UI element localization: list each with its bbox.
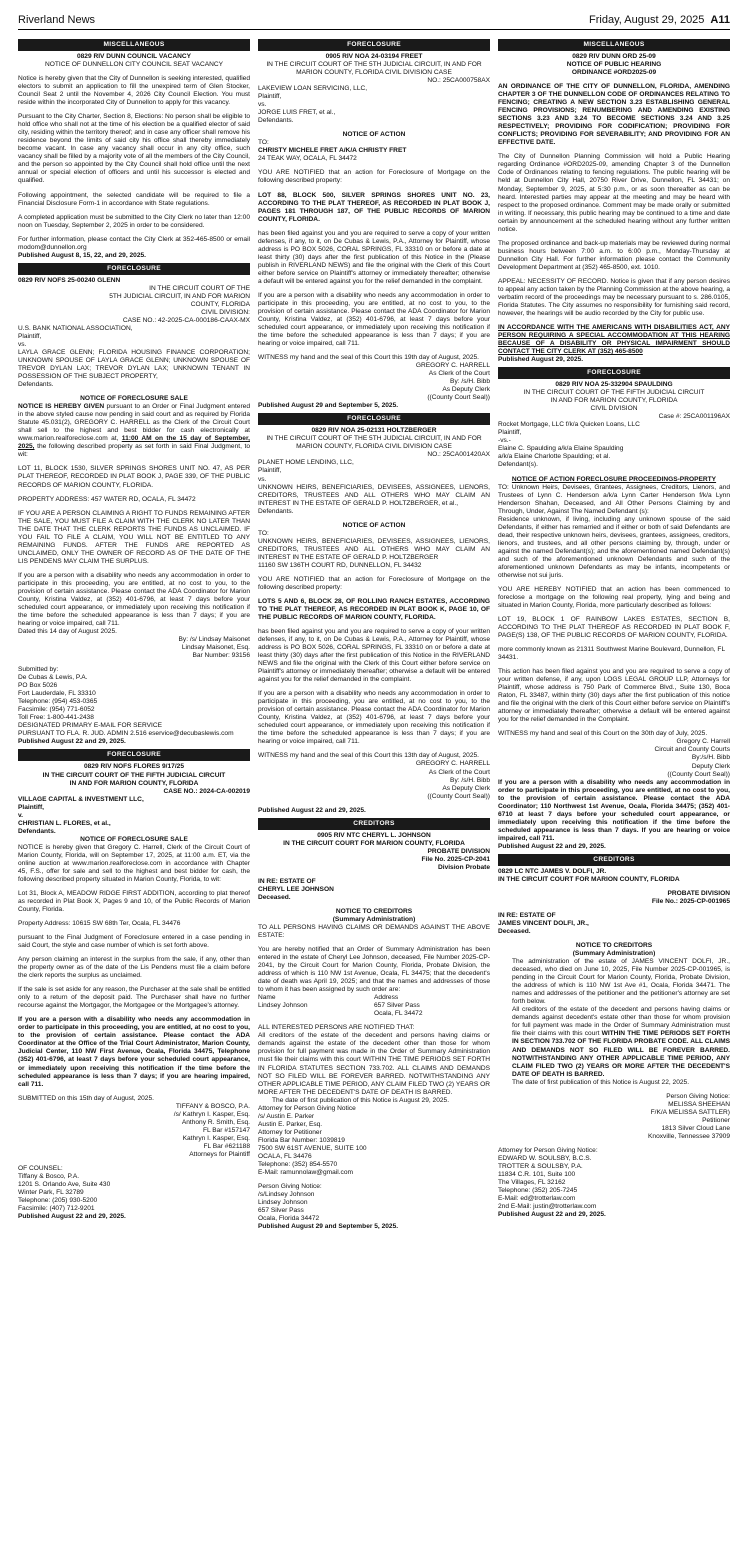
notice-paragraph: This action has been filed against you and you are required to serve a copy of your written defense, if any, upon LOGS LEGAL GROUP LLP, Attorneys for Plaintiff, whose address is 750 Park of Commerce Blvd., Suite 130, Boca Raton, FL 33487, within thirty (30) days after the first publication of this notice and file the original with the clerk of this Court either before service on Plaintiff's attorney or immediately thereafter; otherwise a default will be entered against you for the relief demanded in the Complaint. xyxy=(498,668,730,724)
section-header: CREDITORS xyxy=(498,854,730,866)
first-publication: The date of first publication of this Notice is August 29, 2025. xyxy=(272,1096,450,1104)
plaintiff: Rocket Mortgage, LLC f/k/a Quicken Loans, LLC Plaintiff, xyxy=(498,421,640,437)
division-label: Division Probate xyxy=(437,863,490,871)
legal-description: LOT 19, BLOCK 1 OF RAINBOW LAKES ESTATES, SECTION B, ACCORDING TO THE PLAT THEREOF AS RECORDED IN PLAT BOOK F, PAGE(S) 138, OF THE PUBLIC RECORDS OF MARION COUNTY, FLORIDA. xyxy=(498,616,730,640)
appeal-paragraph: APPEAL: NECESSITY OF RECORD. Notice is given that if any person desires to appeal any action taken by the Planning Commission at the above hearing, a verbatim record of the proceedings may be necessary pursuant to s. 286.0105, Florida Statutes. The City assumes no responsibility for furnishing said record, however, the hearings will be audio recorded by the City for public use. xyxy=(498,277,730,317)
published-line: Published August 29, 2025. xyxy=(498,356,584,364)
paper-name: Riverland News xyxy=(18,13,96,26)
case-number: NO.: 25CA001420AX xyxy=(427,451,490,459)
property-address: more commonly known as 21311 Southwest Marine Boulevard, Dunnellon, FL 34431. xyxy=(498,646,725,662)
published-line: Published August 29 and September 5, 2025. xyxy=(258,1223,399,1231)
notice-paragraph: The administration of the estate of JAMES VINCENT DOLFI, JR., deceased, who died on June 10, 2025, File Number 2025-CP-001965, is pending in the Circuit Court for Marion County, Florida, Probate Division, the address of which is 110 NW 1st Ave #1, Ocala, Florida 34471. The names and addresses of the petitioner and the petitioner's attorney are set forth below. xyxy=(512,958,730,1006)
to-address: 24 TEAK WAY, OCALA, FL 34472 xyxy=(258,155,357,163)
versus: vs. xyxy=(258,475,267,483)
court-caption: IN THE CIRCUIT COURT OF THE FIFTH JUDICIAL CIRCUIT IN AND FOR MARION COUNTY, FLORIDA xyxy=(42,771,226,787)
notice-paragraph: YOU ARE NOTIFIED that an action for Foreclosure of Mortgage on the following described property: xyxy=(258,575,490,591)
notice-paragraph: All creditors of the estate of the decedent and persons having claims or demands against decedent's estate other than those for whom provision for full payment was made in the Order of Summary Administration must file their claims with this court WITHIN THE TIME PERIODS SET FORTH IN SECTION 733.702 OF THE FLORIDA PROBATE CODE. ALL CLAIMS AND DEMANDS NOT SO FILED WILL BE FOREVER BARRED. NOTWITHSTANDING ANY OTHER APPLICABLE TIME PERIOD, ANY CLAIM FILED TWO (2) YEARS OR MORE AFTER THE DECEDENT'S DATE OF DEATH IS BARRED. xyxy=(512,1006,730,1078)
notice-paragraph: NOTICE IS HEREBY GIVEN pursuant to an Order or Final Judgment entered in the above styled cause now pending in said court and as required by Florida Statute 45.031(2), GREGORY C. HARRELL as the Clerk of the Circuit Court shall sell to the highest and best bidder for cash electronically at www.marion.realforeclose.com at, 11:00 AM on the 15 day of September, 2025, the following described property as set forth in said Final Judgment, to wit: xyxy=(18,403,250,459)
file-number: File No.: 2025-CP-001965 xyxy=(651,897,730,905)
assignee-table-row: Lindsey Johnson 657 Silver Pass Ocala, FL 34472 xyxy=(258,1002,423,1018)
legal-description: LOTS 5 AND 6, BLOCK 28, OF ROLLING RANCH ESTATES, ACCORDING TO THE PLAT THEREOF, AS RECORDED IN PLAT BOOK K, PAGE 10, OF THE PUBLIC RECORDS OF MARION COUNTY, FLORIDA. xyxy=(258,597,490,621)
defendants: JORGE LUIS FRET, et al., Defendants. xyxy=(258,109,336,125)
published-line: Published August 22 and 29, 2025. xyxy=(498,842,606,850)
notice-subtitle: (Summary Administration) xyxy=(332,915,416,923)
notice-title: NOTICE OF ACTION xyxy=(342,521,406,529)
notice-paragraph: The proposed ordinance and back-up materials may be reviewed during normal business hours between 7:00 a.m. to 6:00 p.m., Monday-Thursday at Dunnellon City Hall. For further information please contact the Community Development Department at (352) 465-8500, ext. 1010. xyxy=(498,239,730,271)
notice-case: 0905 RIV NOA 24-03194 FREET xyxy=(325,53,423,61)
section-header: MISCELLANEOUS xyxy=(498,39,730,51)
notice-paragraph: pursuant to the Final Judgment of Foreclosure entered in a case pending in said Court, the style and case number of which is set forth above. xyxy=(18,934,250,950)
notice-paragraph: TO: Unknown Heirs, Devisees, Grantees, Assignees, Creditors, Lienors, and Trustees of Lynn C. Henderson a/k/a Lynn Carter Henderson f/k/a Lynn Henderson Shahan, Deceased, and All Other Persons Claiming by and Through, Under, Against The Named Defendant (s): xyxy=(498,483,730,515)
notice-paragraph: If the sale is set aside for any reason, the Purchaser at the sale shall be entitled only to a return of the deposit paid. The Purchaser shall have no further recourse against the Mortgagor, the Mortgagee or the Mortgagee's attorney. xyxy=(18,986,250,1010)
notice-paragraph: ALL INTERESTED PERSONS ARE NOTIFIED THAT: xyxy=(258,1024,415,1032)
signature-block: By: /s/ Lindsay Maisonet Lindsay Maisonet, Esq. Bar Number: 93156 xyxy=(178,636,250,660)
legal-description: Lot 31, Block A, MEADOW RIDGE FIRST ADDITION, according to plat thereof as recorded in Plat Book X, Pages 9 and 10, of the Public Records of Marion County, Florida. xyxy=(18,889,250,913)
published-line: Published August 29 and September 5, 2025. xyxy=(258,402,399,410)
submitted-by: Submitted by: De Cubas & Lewis, P.A. PO Box 5026 Fort Lauderdale, FL 33310 Telephone: (954) 453-0365 Facsimile: (954) 771-6052 Toll Free: 1-800-441-2438 DESIGNATED PRIMARY E-MAIL FOR SERVICE PURSUANT TO FLA. R. JUD. ADMIN 2.516 eservice@decubaslewis.com xyxy=(18,666,234,738)
column-1 xyxy=(18,36,250,1542)
notice-paragraph: Any person claiming an interest in the surplus from the sale, if any, other than the property owner as of the date of the Lis Pendens must file a claim before the clerk reports the surplus as unclaimed. xyxy=(18,956,250,980)
published-line: Published August 22 and 29, 2025. xyxy=(18,1213,126,1221)
section-header: MISCELLANEOUS xyxy=(18,39,250,51)
notice-title: NOTICE OF ACTION FORECLOSURE PROCEEDINGS-PROPERTY xyxy=(511,475,717,483)
signature-block: Gregory C. Harrell Circuit and County Courts By:/s/H. Bibb Deputy Clerk ((County Court Seal)) xyxy=(654,738,730,778)
ada-paragraph: If you are a person with a disability who needs any accommodation in order to participate in this proceeding, you are entitled, at no cost to you, to the provision of certain assistance. Please contact the ADA Coordinator; 110 Northwest 1st Avenue, Ocala, Florida 34475; (352) 401-6710 at least 7 days before your scheduled court appearance, or immediately upon receiving this notification if the time before the scheduled appearance is less than 7 days. If you are hearing or voice impaired, call 711. xyxy=(498,778,730,842)
ada-paragraph: IN ACCORDANCE WITH THE AMERICANS WITH DISABILITIES ACT, ANY PERSON REQUIRING A SPECIAL ACCOMMODATION AT THIS HEARING BECAUSE OF A DISABILITY OR PHYSICAL IMPAIRMENT SHOULD CONTACT THE CITY CLERK AT (352) 465-8500 xyxy=(498,323,730,356)
to-name: UNKNOWN HEIRS, BENEFICIARIES, DEVISEES, ASSIGNEES, LIENORS, CREDITORS, TRUSTEES AND ALL OTHERS WHO MAY CLAIM AN INTEREST IN THE ESTATE OF GERALD P. HOLTZBERGER xyxy=(258,537,490,561)
notice-title: NOTICE OF DUNNELLON CITY COUNCIL SEAT VACANCY xyxy=(44,61,224,69)
witness-line: WITNESS my hand and the seal of this Court this 13th day of August, 2025. xyxy=(258,752,480,760)
witness-line: WITNESS my hand and the seal of this Court this 19th day of August, 2025. xyxy=(258,354,480,362)
notice-paragraph: If you are a person with a disability who needs any accommodation in order to participate in this proceeding, you are entitled, at no cost to you, to the provision of certain assistance. Please contact the ADA Coordinator for Marion County, Kristina Valdez, at (352) 401-6796, at least 7 days before your scheduled court appearance, or immediately upon receiving this notification if the time before the scheduled appearance is less than 7 days; if you are hearing or voice impaired, call 711. xyxy=(18,571,250,627)
to-label: TO: xyxy=(258,529,269,537)
section-header: FORECLOSURE xyxy=(498,367,730,379)
date-text: Friday, August 29, 2025 xyxy=(589,13,705,26)
property-address: Property Address: 10615 SW 68th Ter, Ocala, FL 34476 xyxy=(18,920,181,928)
notice-paragraph: has been filed against you and you are required to serve a copy of your written defenses, if any, to it, on De Cubas & Lewis, P.A., Attorney for Plaintiff, whose address is PO BOX 5026, CORAL SPRINGS, FL 33310 on or before a date at least thirty (30) days after the first publication of this Notice in the (Please publish in RIVERLAND NEWS) and file the original with the Clerk of this Court either before service on Plaintiff's attorney or immediately thereafter; otherwise a default will be entered against you for the relief demanded in the complaint. xyxy=(258,229,490,285)
defendants: CHRISTIAN L. FLORES, et al., Defendants. xyxy=(18,819,111,835)
ordinance-number: ORDINANCE #ORD2025-09 xyxy=(571,69,657,77)
notice-case: 0829 RIV NOFS FLORES 9/17/25 xyxy=(83,763,185,771)
estate-caption: IN RE: ESTATE OF CHERYL LEE JOHNSON Deceased. xyxy=(258,877,334,901)
section-header: FORECLOSURE xyxy=(18,263,250,275)
court-caption: IN THE CIRCUIT COURT OF THE 5TH JUDICIAL CIRCUIT, IN AND FOR MARION COUNTY, FLORIDA CIVIL DIVISION: CASE NO.: 42-2025-CA-000186-CAAX-MX xyxy=(109,284,250,324)
notice-case: 0829 LC NTC JAMES V. DOLFI, JR. xyxy=(498,867,607,875)
notice-paragraph: Residence unknown, if living, including any unknown spouse of the said Defendants, if either has remarried and if either or both of said Defendants are dead, their respective unknown heirs, devisees, grantees, assignees, creditors, lienors, and trustees, and all other persons claiming by, through, under or against the named Defendant(s); and the aforementioned named Defendant(s) and such of the aforementioned unknown Defendants and such of the aforementioned unknown Defendants as may be infants, incompetents or otherwise not sui juris. xyxy=(498,515,730,579)
published-line: Published August 8, 15, 22, and 29, 2025. xyxy=(18,251,147,259)
notice-case: 0829 RIV DUNN COUNCIL VACANCY xyxy=(76,53,192,61)
file-number: File No. 2025-CP-2041 xyxy=(421,855,490,863)
dated-line: Dated this 14 day of August 2025. xyxy=(18,628,117,635)
plaintiff: VILLAGE CAPITAL & INVESTMENT LLC, Plaintiff, xyxy=(18,795,144,811)
notice-paragraph: Pursuant to the City Charter, Section 8, Elections: No person shall be eligible to hold office who shall not at the time of his election be a qualified elector of said city, residing within the territory thereof; and in case any officer shall remove his residence beyond the limits of said city his office shall thereby immediately become vacant. In case any vacancy shall occur in any city office, such vacancy shall be filled by a majority vote of all the members of the City Council, and the person so appointed by the City Council shall hold office until the next annual or special election of officers and until his successor is elected and qualified. xyxy=(18,113,250,185)
section-header: CREDITORS xyxy=(258,818,490,830)
published-line: Published August 22 and 29, 2025. xyxy=(18,738,126,746)
column-3 xyxy=(498,36,730,1542)
first-publication: The date of first publication of this Notice is August 22, 2025. xyxy=(512,1078,690,1086)
published-line: Published August 22 and 29, 2025. xyxy=(498,1211,606,1219)
notice-paragraph: Following appointment, the selected candidate will be required to file a Financial Disclosure Form-1 in accordance with State regulations. xyxy=(18,191,250,207)
ordinance-title: AN ORDINANCE OF THE CITY OF DUNNELLON, FLORIDA, AMENDING CHAPTER 3 OF THE DUNNELLON CODE OF ORDINANCES RELATING TO FENCING; CREATING A NEW SECTION 3.23 ESTABLISHING GENERAL FENCING PROVISIONS; RENUMBERING AND AMENDING EXISTING SECTIONS 3.23 AND 3.24 TO BECOME SECTIONS 3.24 AND 3.25 RESPECTIVELY; PROVIDING FOR CODIFICATION; PROVIDING FOR CONFLICTS; PROVIDING FOR SEVERABILITY; AND PROVIDING FOR AN EFFECTIVE DATE. xyxy=(498,83,730,147)
notice-paragraph: has been filed against you and you are required to serve a copy of your written defenses, if any, to it, on De Cubas & Lewis, P.A., Attorney for Plaintiff, whose address is PO BOX 5026, CORAL SPRINGS, FL 33310 on or before a date at least thirty (30) days after the first publication of this Notice in the RIVERLAND NEWS and file the original with the Clerk of this Court either before service on Plaintiff's attorney or immediately thereafter; otherwise a default will be entered against you for the relief demanded in the complaint. xyxy=(258,628,490,684)
notice-case: 0829 RIV NOA 25-332904 SPAULDING xyxy=(555,381,673,389)
notice-title: NOTICE OF ACTION xyxy=(342,131,406,139)
column-2 xyxy=(258,36,490,1542)
legal-description: LOT 88, BLOCK 500, SILVER SPRINGS SHORES UNIT NO. 23, ACCORDING TO THE PLAT THEREOF, AS RECORDED IN PLAT BOOK J, PAGES 181 THROUGH 187, OF THE PUBLIC RECORDS OF MARION COUNTY, FLORIDA. xyxy=(258,191,490,223)
attorney-block: Attorney for Person Giving Notice /s/ Austin E. Parker Austin E. Parker, Esq. Attorney for Petitioner Florida Bar Number: 1039819 7500 SW 61ST AVENUE, SUITE 100 OCALA, FL 34476 Telephone: (352) 854-5570 E-Mail: ramunnolaw@gmail.com xyxy=(258,1104,367,1176)
notice-subtitle: (Summary Administration) xyxy=(572,950,656,958)
versus: v. xyxy=(18,811,24,819)
notice-paragraph: All creditors of the estate of the decedent and persons having claims or demands against the estate of the decedent other than those for whom provision for full payment was made in the Order of Summary Administration must file their claims with this court WITHIN THE TIME PERIODS SET FORTH IN FLORIDA STATUTES SECTION 733.702. ALL CLAIMS AND DEMANDS NOT SO FILED WILL BE FOREVER BARRED. NOTWITHSTANDING ANY OTHER APPLICABLE TIME PERIOD, ANY CLAIM FILED TWO (2) YEARS OR MORE AFTER THE DECEDENT'S DATE OF DEATH IS BARRED. xyxy=(258,1032,490,1096)
defendants: UNKNOWN HEIRS, BENEFICIARIES, DEVISEES, ASSIGNEES, LIENORS, CREDITORS, TRUSTEES AND ALL OTHERS WHO MAY CLAIM AN INTEREST IN THE ESTATE OF GERALD P. HOLTZBERGER, et al., Defendants. xyxy=(258,483,490,515)
notice-paragraph: The City of Dunnellon Planning Commission will hold a Public Hearing regarding Ordinance #ORD2025-09, amending Chapter 3 of the Dunnellon Code of Ordinances relating to fencing regulations. The public hearing will be held at Dunnellon City Hall, 20750 River Drive, Dunnellon, FL 34431; on Monday, September 9, 2025, at 5:30 p.m., or as soon thereafter as can be heard. Interested parties may appear at the meeting and may be heard with respect to the proposed ordinance. Comment may be made orally or submitted in writing. If necessary, this public hearing may be continued to a time and date certain by announcement at the scheduled hearing without any further written notice. xyxy=(498,153,730,233)
of-counsel: OF COUNSEL: Tiffany & Bosco, P.A. 1201 S. Orlando Ave, Suite 430 Winter Park, FL 32789 Telephone: (205) 930-5200 Facsimile: (407) 712-9201 xyxy=(18,1164,111,1212)
columns xyxy=(18,36,730,1542)
versus: vs. xyxy=(18,341,27,348)
published-line: Published August 22 and 29, 2025. xyxy=(258,806,366,814)
signature-block: GREGORY C. HARRELL As Clerk of the Court By: /s/H. Bibb As Deputy Clerk ((County Court Seal)) xyxy=(415,362,490,402)
versus: vs. xyxy=(258,101,267,109)
section-header: FORECLOSURE xyxy=(18,749,250,761)
notice-case: 0829 RIV NOFS 25-00240 GLENN xyxy=(18,276,121,284)
defendants: Elaine C. Spaulding a/k/a Elaine Spaulding a/k/a Elaine Charlotte Spaulding; et al. Defendant(s). xyxy=(498,445,624,469)
notice-case: 0829 RIV NOA 25-02131 HOLTZBERGER xyxy=(311,427,437,435)
notice-paragraph: IF YOU ARE A PERSON CLAIMING A RIGHT TO FUNDS REMAINING AFTER THE SALE, YOU MUST FILE A CLAIM WITH THE CLERK NO LATER THAN THE DATE THAT THE CLERK REPORTS THE FUNDS AS UNCLAIMED. IF YOU FAIL TO FILE A CLAIM, YOU WILL NOT BE ENTITLED TO ANY REMAINING FUNDS. AFTER THE FUNDS ARE REPORTED AS UNCLAIMED, ONLY THE OWNER OF RECORD AS OF THE DATE OF THE LIS PENDENS MAY CLAIM THE SURPLUS. xyxy=(18,509,250,565)
issue-date xyxy=(589,14,730,27)
case-number: CASE NO.: 2024-CA-002019 xyxy=(163,787,250,795)
court-caption: IN THE CIRCUIT COURT OF THE FIFTH JUDICIAL CIRCUIT IN AND FOR MARION COUNTY, FLORIDA CIVIL DIVISION xyxy=(523,389,705,413)
notice-title: NOTICE TO CREDITORS xyxy=(335,907,413,915)
signature-block: TIFFANY & BOSCO, P.A. /s/ Kathryn I. Kasper, Esq. Anthony R. Smith, Esq. FL Bar #157147 Kathryn I. Kasper, Esq. FL Bar #621188 Attorneys for Plaintiff xyxy=(173,1102,250,1158)
notice-case: 0829 RIV DUNN ORD 25-09 xyxy=(572,53,656,61)
notice-paragraph: A completed application must be submitted to the City Clerk no later than 12:00 noon on Tuesday, September 2, 2025 in order to be considered. xyxy=(18,213,250,229)
submitted-line: SUBMITTED on this 15th day of August, 2025. xyxy=(18,1094,154,1102)
ada-paragraph: If you are a person with a disability who needs any accommodation in order to participate in this proceeding, you are entitled, at no cost to you, to the provision of certain assistance. Please contact the ADA Coordinator for Marion County, Kristina Valdez, at (352) 401-6796, at least 7 days before your scheduled court appearance, or immediately upon receiving this notification if the time before the scheduled appearance is less than 7 days; if you are hearing or voice impaired, call 711. xyxy=(258,690,490,746)
case-number: NO.: 25CA000758AX xyxy=(427,77,490,85)
person-giving-notice: Person Giving Notice: MELISSA SHEEHAN F/K/A MELISSA SATTLER) Petitioner 1813 Silver Cloud Lane Knoxville, Tennessee 37909 xyxy=(648,1092,730,1140)
court-caption: IN THE CIRCUIT COURT FOR MARION COUNTY, FLORIDA xyxy=(498,875,680,883)
notice-title: NOTICE OF FORECLOSURE SALE xyxy=(80,835,188,843)
versus: -vs.- xyxy=(498,437,511,445)
defendants: LAYLA GRACE GLENN; FLORIDA HOUSING FINANCE CORPORATION; UNKNOWN SPOUSE OF LAYLA GRACE GLENN; UNKNOWN SPOUSE OF TREVOR DYLAN LAX; TREVOR DYLAN LAX; UNKNOWN TENANT IN POSSESSION OF THE SUBJECT PROPERTY, Defendants. xyxy=(18,349,250,389)
section-header: FORECLOSURE xyxy=(258,413,490,425)
notice-title: NOTICE OF PUBLIC HEARING xyxy=(566,61,662,69)
notice-paragraph: YOU ARE NOTIFIED that an action for Foreclosure of Mortgage on the following described property: xyxy=(258,169,490,185)
court-caption: IN THE CIRCUIT COURT OF THE 5TH JUDICIAL CIRCUIT, IN AND FOR MARION COUNTY, FLORIDA CIVIL DIVISION CASE xyxy=(266,435,482,451)
assignee-table-header: Name Address xyxy=(258,994,399,1002)
to-name: CHRISTY MICHELE FRET A/K/A CHRISTY FRET xyxy=(258,147,407,155)
person-giving-notice: Person Giving Notice: /s/Lindsey Johnson Lindsey Johnson 657 Silver Pass Ocala, Florida 34472 xyxy=(258,1182,322,1223)
attorney-block: Attorney for Person Giving Notice: EDWARD W. SOULSBY, B.C.S. TROTTER & SOULSBY, P.A. 11834 C.R. 101, Suite 100 The Villages, FL 32162 Telephone: (352) 205-7245 E-Mail: ed@trotterlaw.com 2nd E-Mail: justin@trotterlaw.com xyxy=(498,1146,598,1211)
signature-block: GREGORY C. HARRELL As Clerk of the Court By: /s/H. Bibb As Deputy Clerk ((County Court Seal)) xyxy=(415,760,490,800)
court-caption: IN THE CIRCUIT COURT FOR MARION COUNTY, FLORIDA xyxy=(283,839,465,847)
plaintiff: U.S. BANK NATIONAL ASSOCIATION, Plaintiff, xyxy=(18,324,133,340)
ada-paragraph: If you are a person with a disability who needs any accommodation in order to participate in this proceeding, you are entitled, at no cost to you, to the provision of certain assistance. Please contact the ADA Coordinator for Marion County, Kristina Valdez, at (352) 401-6796, at least 7 days before your scheduled court appearance, or immediately upon receiving this notification if the time before the scheduled appearance is less than 7 days; if you are hearing or voice impaired, call 711. xyxy=(258,291,490,348)
page-number: A11 xyxy=(710,13,730,26)
masthead xyxy=(18,14,730,30)
estate-caption: IN RE: ESTATE OF JAMES VINCENT DOLFI, JR., Deceased. xyxy=(498,912,589,936)
to-label: TO: xyxy=(258,139,269,147)
legal-description: LOT 11, BLOCK 1530, SILVER SPRINGS SHORES UNIT NO. 47, AS PER PLAT THEREOF, RECORDED IN PLAT BOOK J, PAGE 339, OF THE PUBLIC RECORDS OF MARION COUNTY, FLORIDA. xyxy=(18,465,250,489)
to-address: 11160 SW 136TH COURT RD, DUNNELLON, FL 34432 xyxy=(258,561,422,569)
section-header: FORECLOSURE xyxy=(258,39,490,51)
notice-title: NOTICE OF FORECLOSURE SALE xyxy=(80,395,188,403)
notice-paragraph: NOTICE is hereby given that Gregory C. Harrell, Clerk of the Circuit Court of Marion County, Florida, will on September 17, 2025, at 11:00 a.m. ET, via the online auction at www.marion.realforeclose.com in accordance with Chapter 45, F.S., offer for sale and sell to the highest and best bidder for cash, the following described property situated in Marion County, Florida, to wit: xyxy=(18,843,250,883)
to-all-persons: TO ALL PERSONS HAVING CLAIMS OR DEMANDS AGAINST THE ABOVE ESTATE: xyxy=(258,924,490,940)
notice-title: NOTICE TO CREDITORS xyxy=(575,942,653,950)
notice-paragraph: Notice is hereby given that the City of Dunnellon is seeking interested, qualified electors to submit an application to fill the unexpired term of Glen Stocker, Council Seat 2 until the November 4, 2026 City Council Election. You must reside within the incorporated City of Dunnellon to apply for this vacancy. xyxy=(18,75,250,107)
plaintiff: LAKEVIEW LOAN SERVICING, LLC, Plaintiff, xyxy=(258,85,368,101)
plaintiff: PLANET HOME LENDING, LLC, Plaintiff, xyxy=(258,459,354,475)
ada-paragraph: If you are a person with a disability who needs any accommodation in order to participate in this proceeding, you are entitled, at no cost to you, to the provision of certain assistance. Please contact the ADA Coordinator at the Office of the Trial Court Administrator, Marion County, Judicial Center, 110 NW First Avenue, Ocala, Florida 34475, Telephone (352) 401-6796, at least 7 days before your scheduled court appearance, or immediately upon receiving this notification if the time before the scheduled appearance is less than 7 days; if you are hearing impaired, call 711. xyxy=(18,1016,250,1088)
probate-division: PROBATE DIVISION xyxy=(427,847,490,855)
notice-case: 0905 RIV NTC CHERYL L. JOHNSON xyxy=(317,831,431,839)
notice-paragraph: You are hereby notified that an Order of Summary Administration has been entered in the estate of Cheryl Lee Johnson, deceased, File Number 2025-CP-2041, by the Circuit Court for Marion County, Florida, Probate Division, the address of which is 110 NW 1st Avenue, Ocala, FL 34475; that the decedent's date of death was April 19, 2025; and that the names and addresses of those to whom it has been assigned by such order are: xyxy=(258,946,490,994)
witness-line: WITNESS my hand and seal of this Court on the 30th day of July, 2025. xyxy=(498,730,708,738)
court-caption: IN THE CIRCUIT COURT OF THE 5TH JUDICIAL CIRCUIT, IN AND FOR MARION COUNTY, FLORIDA CIVIL DIVISION CASE xyxy=(266,61,482,77)
notice-paragraph: YOU ARE HEREBY NOTIFIED that an action has been commenced to foreclose a mortgage on the following real property, lying and being and situated in Marion County, Florida, more particularly described as follows: xyxy=(498,585,730,609)
case-number: Case #: 25CA001196AX xyxy=(658,413,730,421)
probate-division: PROBATE DIVISION xyxy=(667,889,730,897)
property-address: PROPERTY ADDRESS: 457 WATER RD, OCALA, FL 34472 xyxy=(18,495,196,503)
notice-paragraph: For further information, please contact the City Clerk at 352-465-8500 or email modom@dunnellon.org xyxy=(18,235,250,251)
